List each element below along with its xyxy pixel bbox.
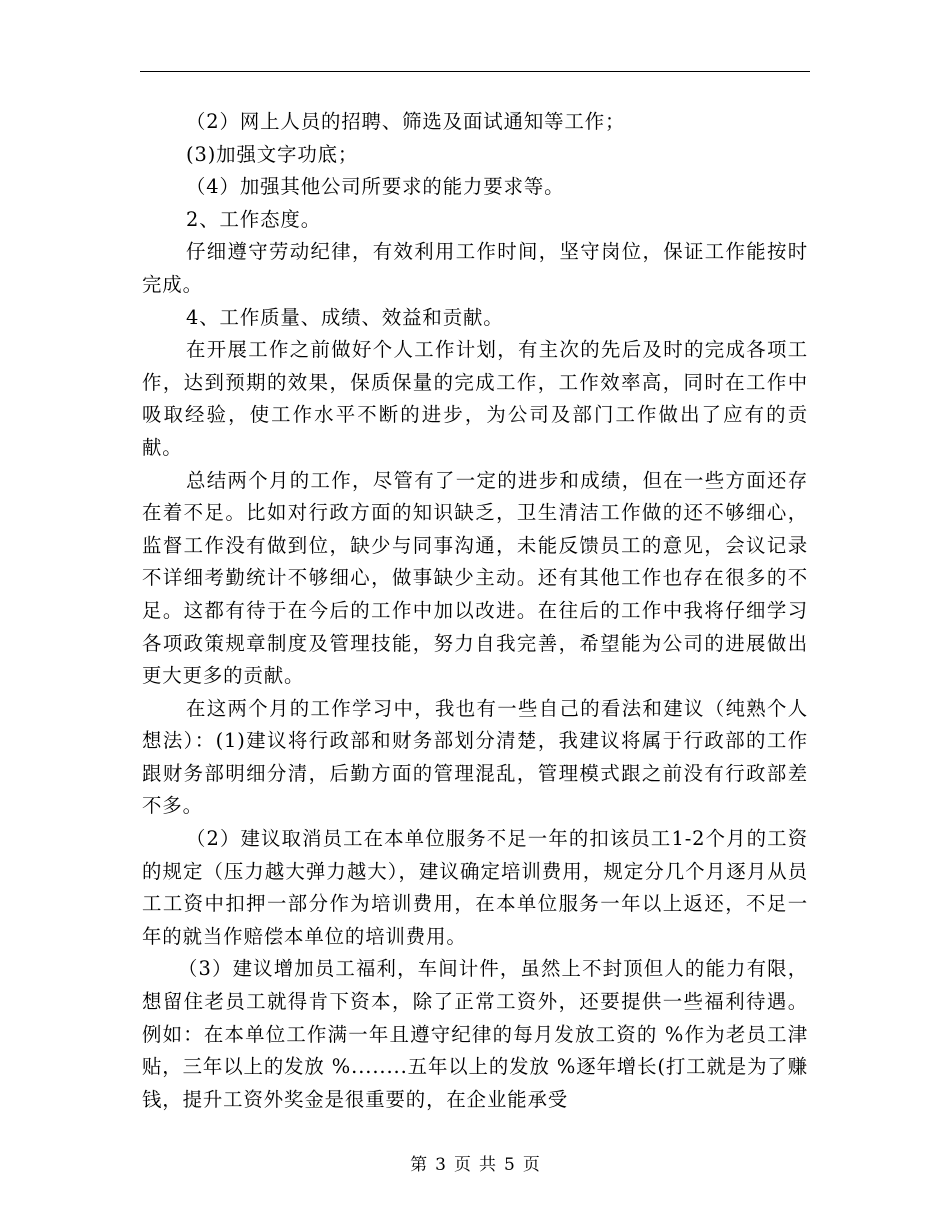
paragraph-suggestion-3: （3）建议增加员工福利，车间计件，虽然上不封顶但人的能力有限，想留住老员工就得肯下资本，除了正常工资外，还要提供一些福利待遇。例如：在本单位工作满一年且遵守纪律的每月发放工资的 %作为老员工津贴，三年以上的发放 %........五年以上的发放 %逐年增长(打工就是为了赚钱，提升工资外奖金是很重要的，在企业能承受 (142, 957, 808, 1111)
header-rule (140, 71, 810, 72)
footer-ye-2: 页 (522, 1155, 540, 1175)
paragraph-recruitment: （2）网上人员的招聘、筛选及面试通知等工作； (186, 110, 626, 133)
paragraph-suggestions: 在这两个月的工作学习中，我也有一些自己的看法和建议（纯熟个人想法）：(1)建议将行政部和财务部划分清楚，我建议将属于行政部的工作跟财务部明细分清，后勤方面的管理混乱，管理模式跟之前没有行政部差不多。 (142, 696, 808, 818)
footer-di: 第 (410, 1155, 428, 1175)
document-body (142, 106, 808, 1116)
paragraph-summary: 总结两个月的工作，尽管有了一定的进步和成绩，但在一些方面还存在着不足。比如对行政方面的知识缺乏，卫生清洁工作做的还不够细心，监督工作没有做到位，缺少与同事沟通，未能反馈员工的意见，会议记录不详细考勤统计不够细心，做事缺少主动。还有其他工作也存在很多的不足。这都有待于在今后的工作中加以改进。在往后的工作中我将仔细学习各项政策规章制度及管理技能，努力自我完善，希望能为公司的进展做出更大更多的贡献。 (142, 468, 808, 688)
footer-ye: 页 (454, 1155, 471, 1175)
paragraph-ability: （4）加强其他公司所要求的能力要求等。 (186, 175, 565, 199)
paragraph-attitude: 仔细遵守劳动纪律，有效利用工作时间，坚守岗位，保证工作能按时完成。 (142, 240, 808, 296)
footer-page-number: 3 (435, 1155, 446, 1175)
footer-total-pages: 5 (504, 1155, 515, 1175)
paragraph-suggestion-2: （2）建议取消员工在本单位服务不足一年的扣该员工1-2个月的工资的规定（压力越大弹力越大），建议确定培训费用，规定分几个月逐月从员工工资中扣押一部分作为培训费用，在本单位服务一年以上返还，不足一年的就当作赔偿本单位的培训费用。 (142, 827, 808, 948)
page-footer (0, 1150, 950, 1175)
footer-gong: 共 (479, 1155, 496, 1175)
paragraph-writing-skill: (3)加强文字功底； (186, 142, 359, 166)
paragraph-quality: 在开展工作之前做好个人工作计划，有主次的先后及时的完成各项工作，达到预期的效果，保质保量的完成工作，工作效率高，同时在工作中吸取经验，使工作水平不断的进步，为公司及部门工作做出了应有的贡献。 (142, 338, 808, 459)
heading-work-quality: 4、工作质量、成绩、效益和贡献。 (186, 305, 504, 329)
heading-work-attitude: 2、工作态度。 (186, 207, 321, 231)
